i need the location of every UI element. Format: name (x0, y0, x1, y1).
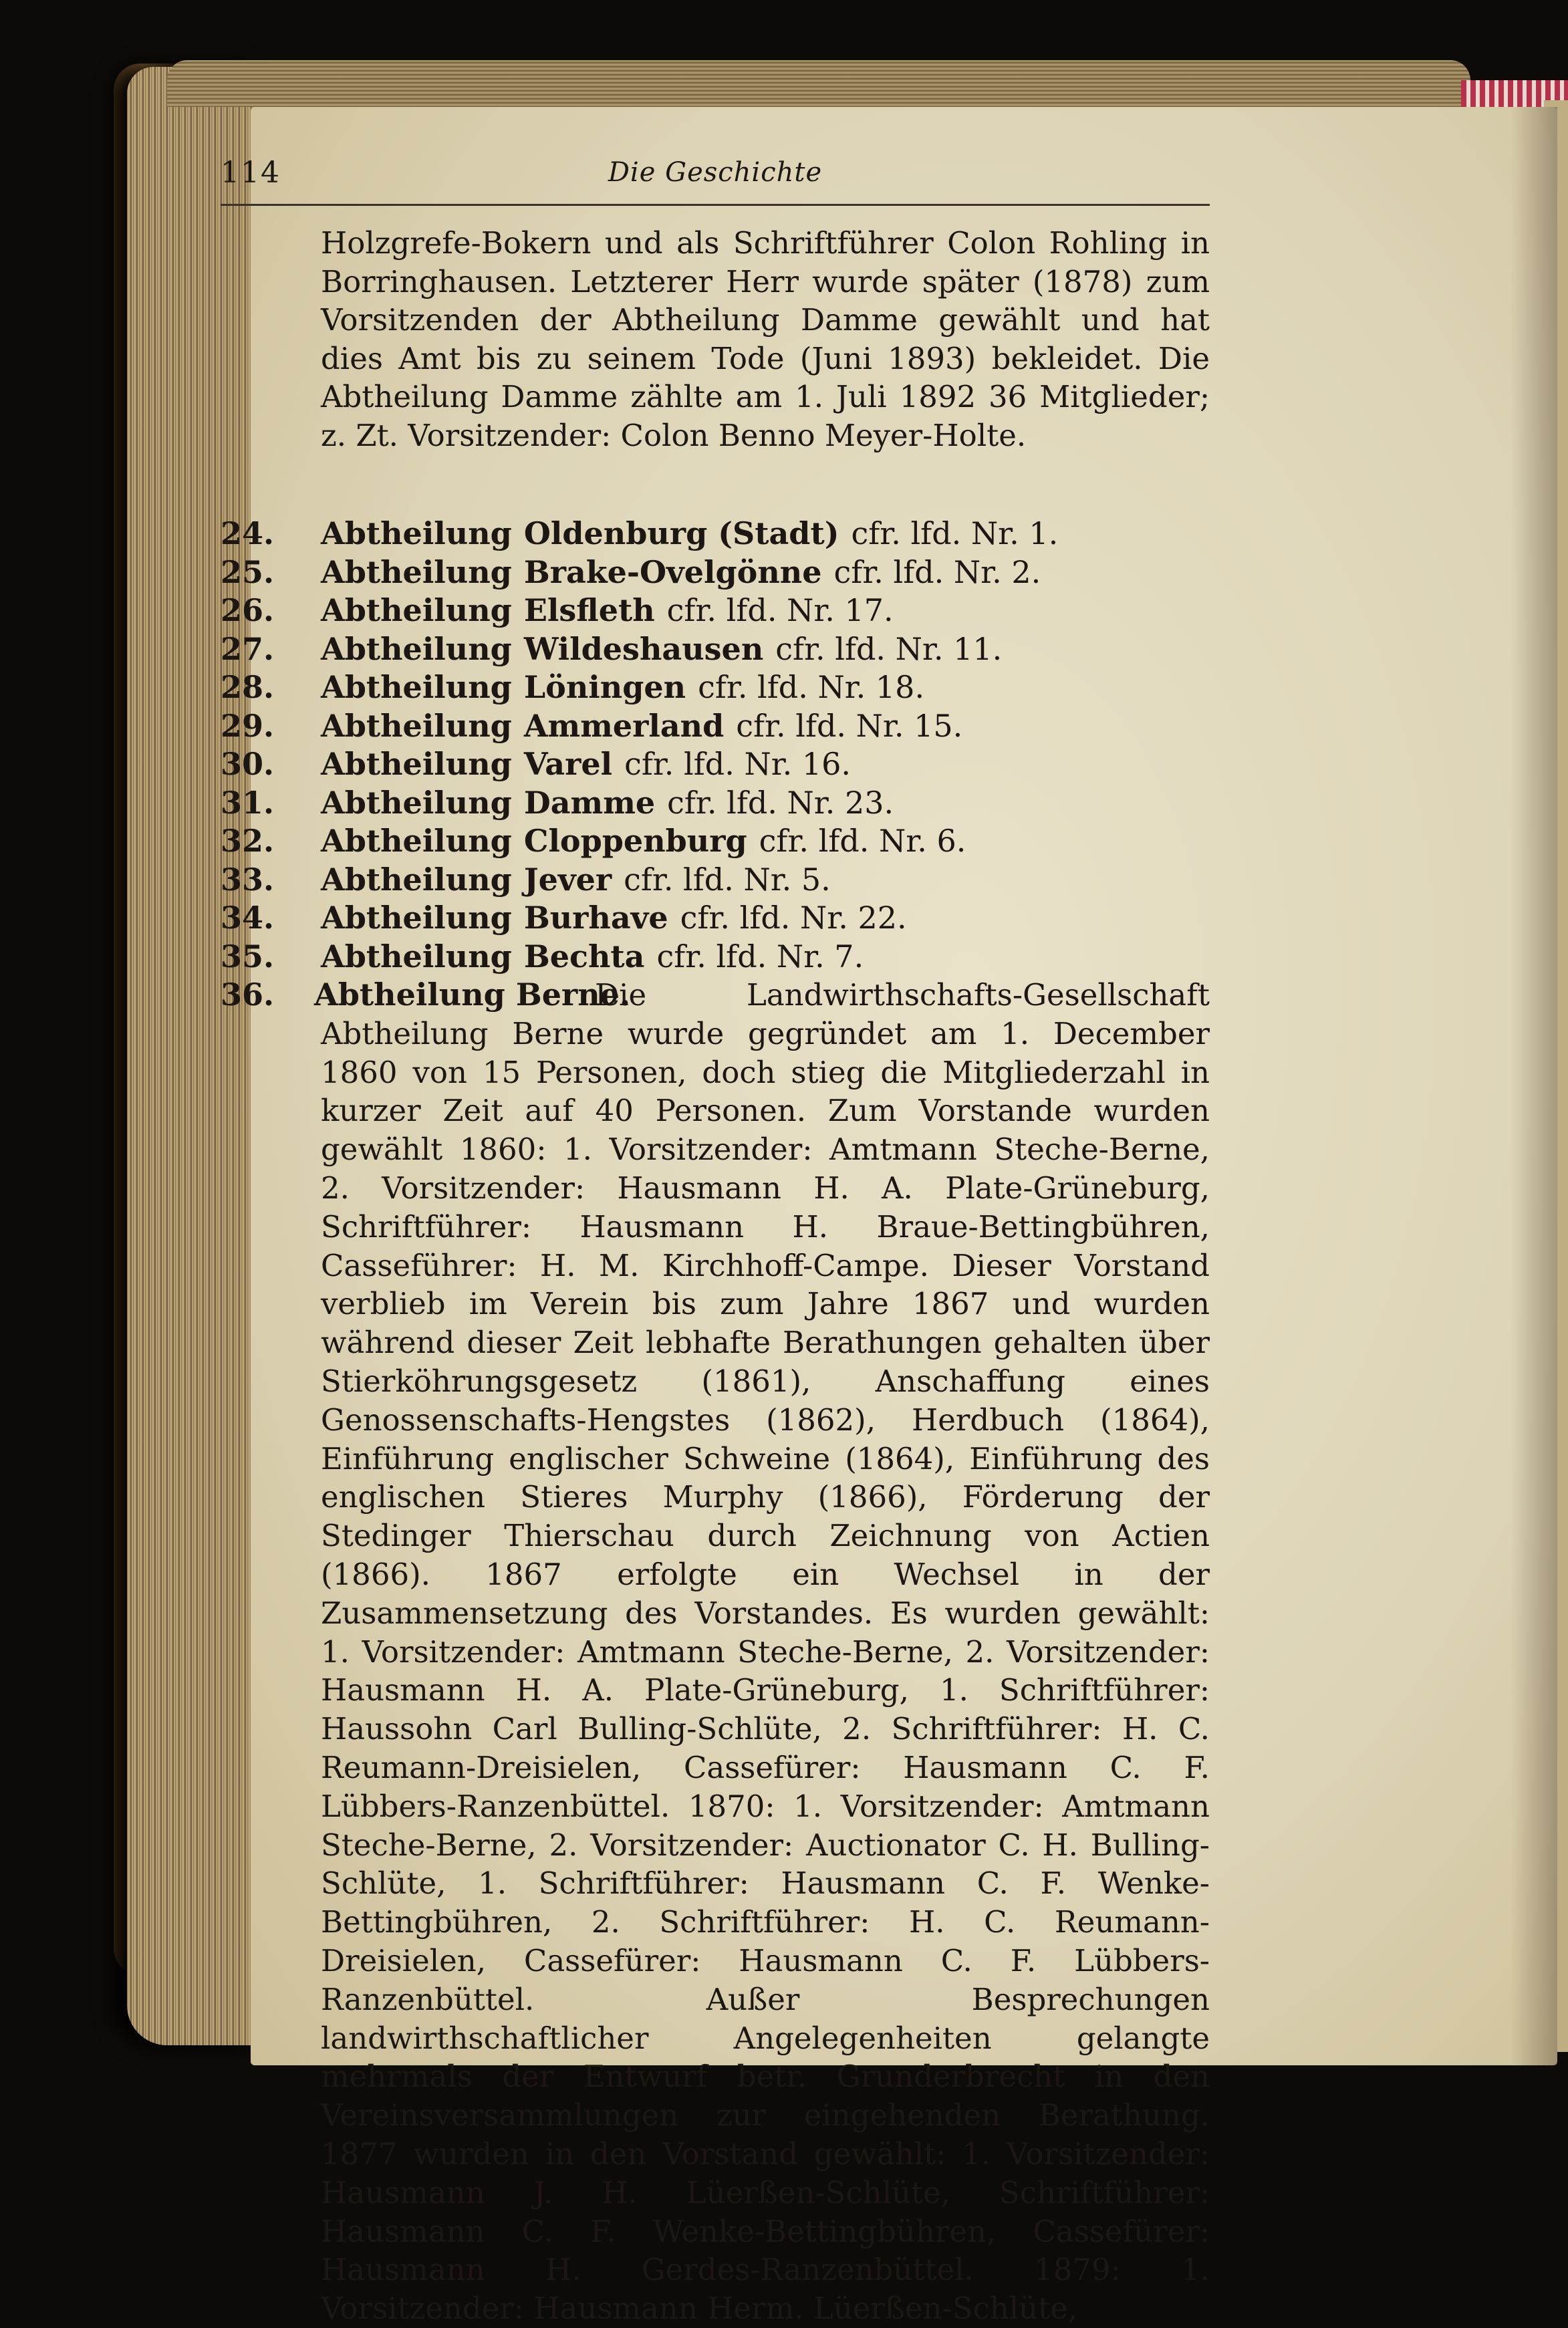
entry-number: 31. (221, 784, 275, 821)
entry-label: Abtheilung (321, 515, 512, 551)
entry-label: Abtheilung (321, 707, 512, 744)
entry-reference: cfr. lfd. Nr. 2. (833, 553, 1041, 590)
page-header (221, 144, 1210, 206)
entry-number: 25. (221, 553, 275, 590)
entry-list (221, 515, 1210, 976)
list-item (221, 745, 1210, 784)
entry-label: Abtheilung (321, 746, 512, 782)
entry-number: 24. (221, 515, 275, 551)
entry-number: 26. (221, 592, 275, 628)
entry-place: Bechta (523, 938, 645, 975)
entry-reference: cfr. lfd. Nr. 5. (624, 861, 831, 898)
list-item (221, 592, 1210, 630)
entry-place: Burhave (523, 900, 668, 936)
entry-place: Damme (523, 784, 656, 821)
running-title: Die Geschichte (608, 157, 823, 188)
entry-label: Abtheilung (321, 938, 512, 975)
list-item (221, 899, 1210, 938)
entry-place: Cloppenburg (523, 823, 747, 859)
entry-reference: cfr. lfd. Nr. 22. (680, 900, 907, 936)
entry-reference: cfr. lfd. Nr. 11. (775, 630, 1003, 667)
entry-label: Abtheilung (321, 823, 512, 859)
entry-place: Brake-Ovelgönne (523, 553, 822, 590)
entry-place: Löningen (523, 669, 686, 705)
entry-reference: cfr. lfd. Nr. 6. (759, 823, 966, 859)
entry-label: Abtheilung (321, 630, 512, 667)
list-item (221, 668, 1210, 707)
list-item (221, 630, 1210, 669)
page-number: 114 (221, 156, 281, 190)
entry-reference: cfr. lfd. Nr. 1. (851, 515, 1059, 551)
list-item (221, 822, 1210, 861)
entry-place: Wildeshausen (523, 630, 764, 667)
entry-number: 29. (221, 707, 275, 744)
entry-label: Abtheilung (321, 669, 512, 705)
entry-place: Oldenburg (Stadt) (523, 515, 839, 551)
entry-label: Abtheilung (321, 553, 512, 590)
list-item (221, 938, 1210, 977)
intro-paragraph: Holzgrefe-Bokern und als Schriftführer Colon Rohling in Borringhausen. Letzterer Herr wurde später (1878) zum Vorsitzenden der Abtheilung Damme gewählt und hat dies Amt bis zu seinem Tode (Juni 1893) bekleidet. Die Abtheilung Damme zählte am 1. Juli 1892 36 Mitglieder; z. Zt. Vorsitzender: Colon Benno Meyer-Holte. (321, 225, 1210, 453)
entry-reference: cfr. lfd. Nr. 18. (698, 669, 925, 705)
entry-36-title: Abtheilung Berne. (314, 977, 630, 1013)
entry-36-heading (221, 976, 630, 1015)
entry-36 (221, 976, 1210, 2328)
list-item (221, 553, 1210, 592)
entry-number: 34. (221, 900, 275, 936)
entry-label: Abtheilung (321, 861, 512, 898)
entry-place: Ammerland (523, 707, 725, 744)
entry-36-text: Die Landwirthschafts-Gesellschaft Abtheilung Berne wurde gegründet am 1. December 1860 von 15 Personen, doch stieg die Mitgliederzahl in kurzer Zeit auf 40 Personen. Zum Vorstande wurden gewählt 1860: 1. Vorsitzender: Amtmann Steche-Berne, 2. Vorsitzender: Hausmann H. A. Plate-Grüneburg, Schriftführer: Hausmann H. Braue-Bettingbühren, Casseführer: H. M. Kirchhoff-Campe. Dieser Vorstand verblieb im Verein bis zum Jahre 1867 und wurden während dieser Zeit lebhafte Berathungen gehalten über Stierköhrungsgesetz (1861), Anschaffung eines Genossenschafts-Hengstes (1862), Herdbuch (1864), Einführung englischer Schweine (1864), Einführung des englischen Stieres Murphy (1866), Förderung der Stedinger Thierschau durch Zeichnung von Actien (1866). 1867 erfolgte ein Wechsel in der Zusammensetzung des Vorstandes. Es wurden gewählt: 1. Vorsitzender: Amtmann Steche-Berne, 2. Vorsitzender: Hausmann H. A. Plate-Grüneburg, 1. Schriftführer: Haussohn Carl Bulling-Schlüte, 2. Schriftführer: H. C. Reumann-Dreisielen, Cassefürer: Hausmann C. F. Lübbers-Ranzenbüttel. 1870: 1. Vorsitzender: Amtmann Steche-Berne, 2. Vorsitzender: Auctionator C. H. Bulling-Schlüte, 1. Schriftführer: Hausmann C. F. Wenke-Bettingbühren, 2. Schriftführer: H. C. Reumann-Dreisielen, Cassefürer: Hausmann C. F. Lübbers-Ranzenbüttel. Außer Besprechungen landwirthschaftlicher Angelegenheiten gelangte mehrmals der Entwurf betr. Grunderbrecht in den Vereinsversammlungen zur eingehenden Berathung. 1877 wurden in den Vorstand gewählt: 1. Vorsitzender: Hausmann J. H. Lüerßen-Schlüte, Schriftführer: Hausmann C. F. Wenke-Bettingbühren, Cassefürer: Hausmann H. Gerdes-Ranzenbüttel. 1879: 1. Vorsitzender: Hausmann Herm. Lüerßen-Schlüte, (321, 977, 1210, 2327)
list-item (221, 784, 1210, 823)
entry-reference: cfr. lfd. Nr. 7. (656, 938, 864, 975)
entry-reference: cfr. lfd. Nr. 23. (667, 784, 894, 821)
entry-place: Jever (523, 861, 612, 898)
entry-36-number: 36. (221, 977, 275, 1013)
entry-reference: cfr. lfd. Nr. 16. (624, 746, 852, 782)
list-item (221, 861, 1210, 900)
entry-place: Varel (523, 746, 613, 782)
entry-number: 27. (221, 630, 275, 667)
entry-number: 33. (221, 861, 275, 898)
entry-number: 35. (221, 938, 275, 975)
entry-label: Abtheilung (321, 784, 512, 821)
entry-number: 32. (221, 823, 275, 859)
entry-label: Abtheilung (321, 900, 512, 936)
entry-reference: cfr. lfd. Nr. 17. (666, 592, 894, 628)
entry-label: Abtheilung (321, 592, 512, 628)
entry-number: 28. (221, 669, 275, 705)
list-item (221, 707, 1210, 746)
entry-number: 30. (221, 746, 275, 782)
list-item (221, 515, 1210, 553)
entry-place: Elsfleth (523, 592, 655, 628)
entry-reference: cfr. lfd. Nr. 15. (736, 707, 963, 744)
